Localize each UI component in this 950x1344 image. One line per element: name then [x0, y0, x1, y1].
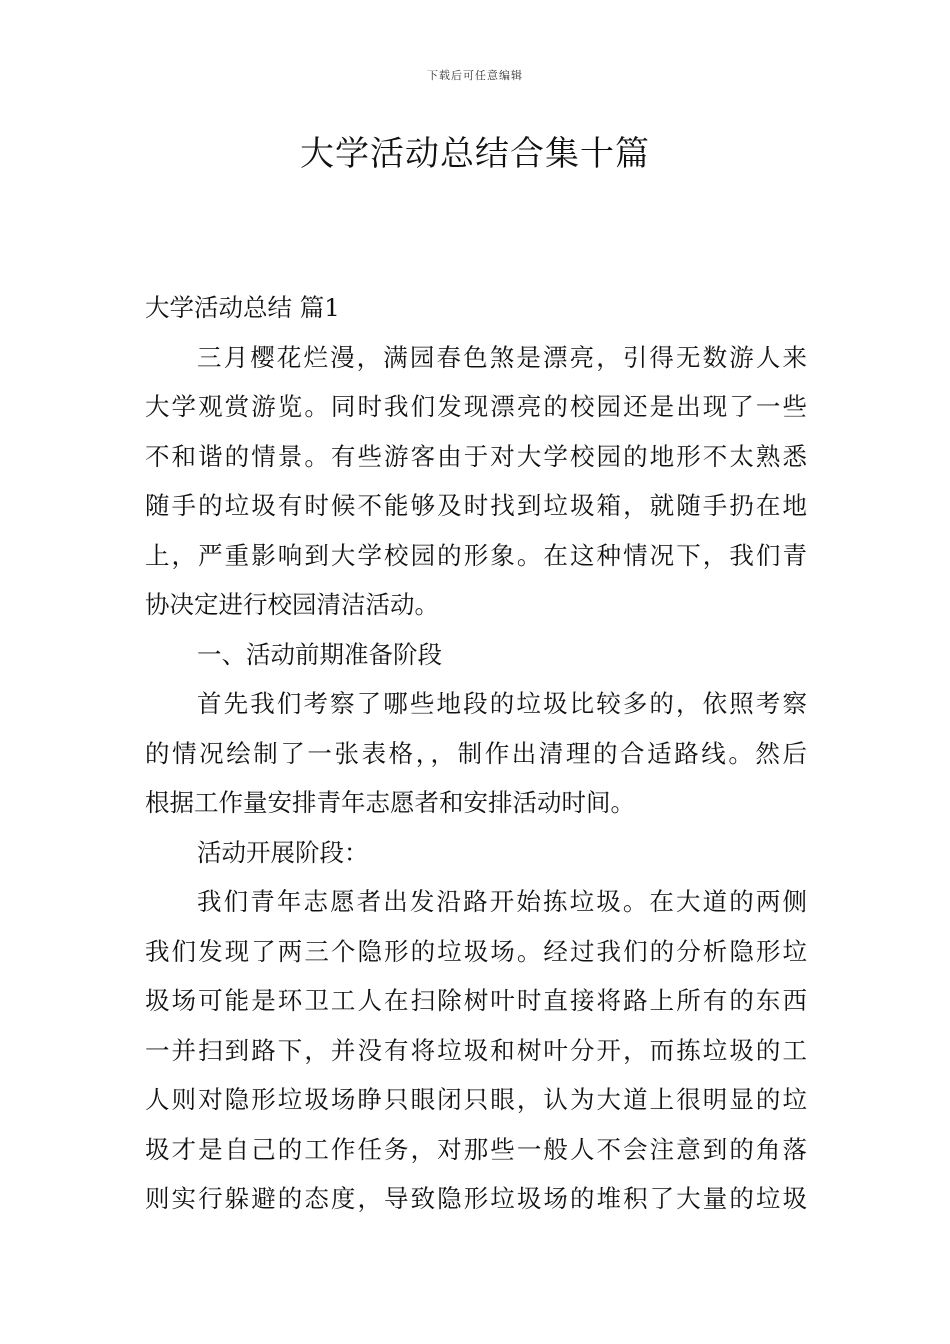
para-activity: [145, 877, 807, 1224]
paragraph-line: 我们青年志愿者出发沿路开始拣垃圾。在大道的两侧: [197, 887, 807, 916]
paragraph-line: 首先我们考察了哪些地段的垃圾比较多的，依照考察: [197, 689, 807, 718]
heading-activity-stage: 活动开展阶段：: [197, 837, 369, 867]
document-title: 大学活动总结合集十篇: [300, 134, 650, 174]
paragraph-line: 我们发现了两三个隐形的垃圾场。经过我们的分析隐形垃: [145, 936, 807, 966]
paragraph-line: 三月樱花烂漫，满园春色煞是漂亮，引得无数游人来: [197, 342, 807, 372]
heading-prep-stage: 一、活动前期准备阶段: [197, 639, 442, 669]
paragraph-line: 一并扫到路下，并没有将垃圾和树叶分开，而拣垃圾的工: [145, 1035, 807, 1065]
header-note: 下载后可任意编辑: [427, 69, 523, 82]
paragraph-line: 大学观赏游览。同时我们发现漂亮的校园还是出现了一些: [145, 392, 807, 421]
paragraph-line: 随手的垃圾有时候不能够及时找到垃圾箱，就随手扔在地: [145, 491, 807, 520]
paragraph-line: 上，严重影响到大学校园的形象。在这种情况下，我们青: [145, 540, 807, 570]
para-intro: [145, 333, 807, 630]
document-body: [145, 283, 807, 1224]
paragraph-line: 根据工作量安排青年志愿者和安排活动时间。: [145, 788, 635, 817]
paragraph-line: 圾才是自己的工作任务，对那些一般人不会注意到的角落: [145, 1134, 807, 1164]
para-prep: [145, 679, 807, 828]
paragraph-line: 的情况绘制了一张表格，，制作出清理的合适路线。然后: [145, 738, 807, 768]
paragraph-line: 则实行躲避的态度，导致隐形垃圾场的堆积了大量的垃圾: [145, 1184, 807, 1213]
section-title: 大学活动总结 篇1: [145, 293, 340, 322]
paragraph-line: 圾场可能是环卫工人在扫除树叶时直接将路上所有的东西: [145, 986, 807, 1015]
paragraph-line: 人则对隐形垃圾场睁只眼闭只眼，认为大道上很明显的垃: [145, 1085, 807, 1114]
paragraph-line: 协决定进行校园清洁活动。: [145, 590, 439, 619]
paragraph-line: 不和谐的情景。有些游客由于对大学校园的地形不太熟悉: [145, 441, 807, 471]
